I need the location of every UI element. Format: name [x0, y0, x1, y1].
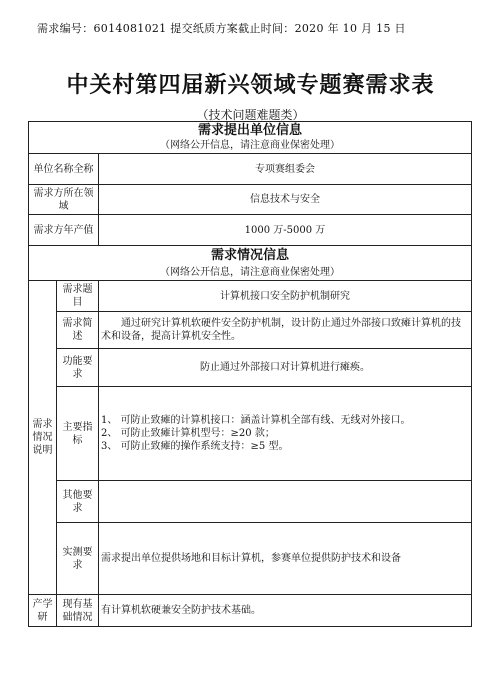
main-indicators-list — [99, 387, 472, 481]
row-value: 通过研究计算机软硬件安全防护机制，设计防止通过外部接口致瘫计算机的技术和设备，提高计算机安全性。 — [99, 312, 472, 349]
list-item: 1、 可防止致瘫的计算机接口：涵盖计算机全部有线、无线对外接口。 — [101, 415, 411, 426]
row-label: 需求简述 — [57, 312, 99, 349]
row-label: 其他要求 — [57, 481, 99, 523]
row-label: 需求题目 — [57, 281, 99, 312]
row-value: 专项赛组委会 — [99, 154, 472, 185]
row-value — [99, 481, 472, 523]
table-row — [29, 215, 472, 246]
row-value: 有计算机软硬兼安全防护技术基础。 — [99, 595, 472, 627]
row-value: 1000 万-5000 万 — [99, 215, 472, 246]
row-label: 需求方所在领域 — [29, 185, 99, 215]
page-title: 中关村第四届新兴领域专题赛需求表 — [66, 73, 435, 98]
group-label-requirement-description: 需求情况说明 — [29, 281, 57, 595]
row-label: 现有基础情况 — [57, 595, 99, 627]
table-row — [29, 523, 472, 595]
list-item: 2、 可防止致瘫计算机型号：≥20 款； — [101, 428, 275, 439]
row-value: 防止通过外部接口对计算机进行瘫痪。 — [99, 349, 472, 387]
section-title-requirement-info: 需求情况信息 — [29, 246, 472, 266]
requirement-number-line: 需求编号：6014081021 提交纸质方案截止时间：2020 年 10 月 15 日 — [37, 22, 406, 35]
page-subtitle: （技术问题难题类） — [196, 108, 305, 122]
requirement-table — [28, 121, 472, 627]
section-note-requirement-info: （网络公开信息，请注意商业保密处理） — [29, 266, 472, 281]
row-value: 计算机接口安全防护机制研究 — [99, 281, 472, 312]
group-label-industry-academia: 产学研 — [29, 595, 57, 627]
table-row — [29, 281, 472, 312]
section-title-unit-info: 需求提出单位信息 — [29, 122, 472, 139]
row-label: 功能要求 — [57, 349, 99, 387]
row-label: 需求方年产值 — [29, 215, 99, 246]
row-value: 需求提出单位提供场地和目标计算机，参赛单位提供防护技术和设备 — [99, 523, 472, 595]
table-row — [29, 312, 472, 349]
table-row — [29, 481, 472, 523]
table-row — [29, 349, 472, 387]
list-item: 3、 可防止致瘫的操作系统支持：≥5 型。 — [101, 441, 289, 452]
row-label: 单位名称全称 — [29, 154, 99, 185]
table-row — [29, 185, 472, 215]
table-row — [29, 595, 472, 627]
row-label: 主要指标 — [57, 387, 99, 481]
section-note-unit-info: （网络公开信息，请注意商业保密处理） — [29, 139, 472, 154]
row-value: 信息技术与安全 — [99, 185, 472, 215]
table-row — [29, 154, 472, 185]
row-label: 实测要求 — [57, 523, 99, 595]
table-row — [29, 387, 472, 481]
